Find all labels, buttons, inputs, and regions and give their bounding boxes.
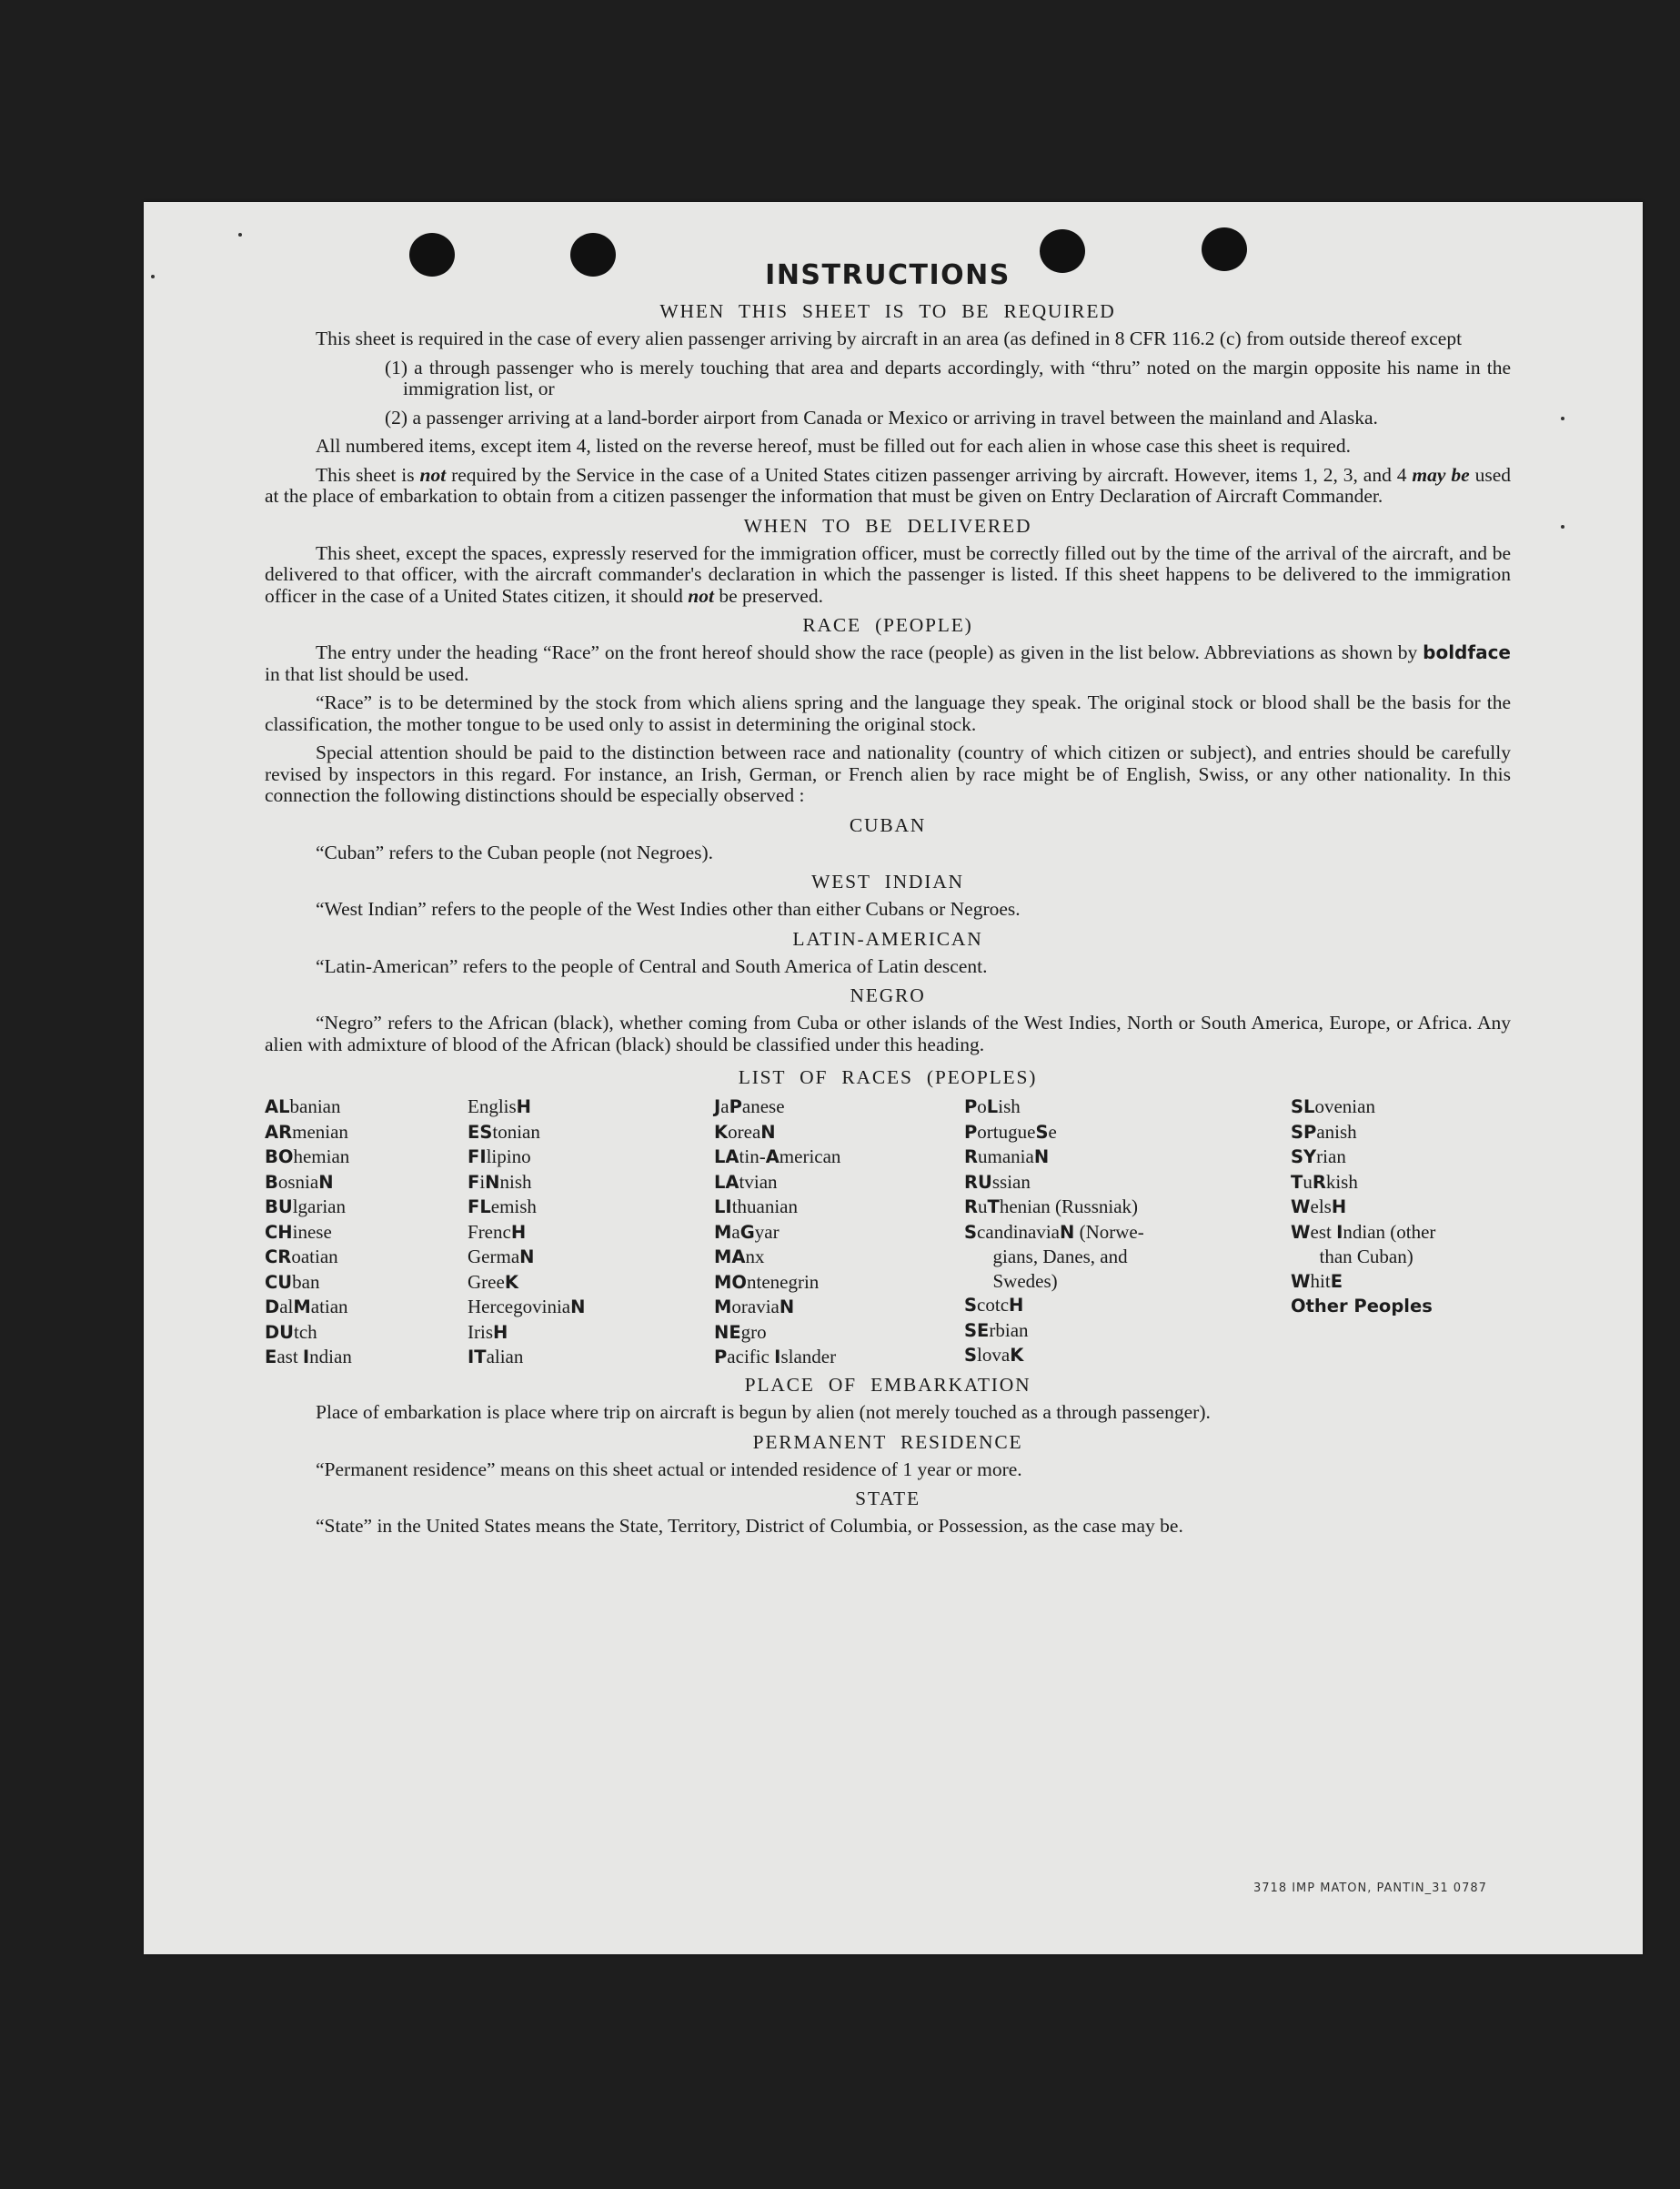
section-heading: RACE (PEOPLE) (802, 614, 973, 636)
race-entry: ARmenian (265, 1120, 348, 1143)
race-entry: CRoatian (265, 1246, 338, 1267)
race-entry: FiNnish (468, 1170, 532, 1193)
section-heading: PERMANENT RESIDENCE (752, 1430, 1023, 1453)
race-column (714, 1094, 840, 1370)
race-column (1291, 1094, 1435, 1319)
race-entry: Pacific Islander (714, 1346, 837, 1367)
section-heading: NEGRO (850, 984, 926, 1006)
race-entry: Other Peoples (1291, 1296, 1433, 1316)
race-entry: WhitE (1291, 1269, 1343, 1292)
paragraph: “Negro” refers to the African (black), whether coming from Cuba or other islands of the West Indies, North or South America, Europe, or Africa. Any alien with admixture of blood of the African (black) should be classified under this heading. (265, 1012, 1511, 1055)
race-entry: gians, Danes, and (964, 1246, 1128, 1267)
paragraph: This sheet, except the spaces, expressly reserved for the immigration officer, must be correctly filled out by the time of the arrival of the aircraft, and be delivered to that officer, with the aircraft commander's declaration in which the passenger is listed. If this sheet happens to be delivered to the immigration officer in the case of a United States citizen, it should not be preserved. (265, 541, 1511, 607)
race-entry: East Indian (265, 1346, 352, 1367)
race-entry: MOntenegrin (714, 1270, 820, 1293)
race-entry: ITalian (468, 1346, 524, 1367)
race-entry: PoLish (964, 1095, 1021, 1117)
paragraph: This sheet is not required by the Service in the case of a United States citizen passenger arriving by aircraft. However, items 1, 2, 3, and 4 may be used at the place of embarkation to obtain from a citizen passenger the information that must be given on Entry Declaration of Aircraft Commander. (265, 463, 1511, 507)
paragraph: “Latin-American” refers to the people of Central and South America of Latin descent. (316, 954, 988, 977)
race-list (265, 1094, 1511, 1367)
race-entry: FrencH (468, 1220, 527, 1243)
race-entry: EStonian (468, 1120, 540, 1143)
race-entry: GreeK (468, 1270, 518, 1293)
race-entry: NEgro (714, 1320, 767, 1343)
section-heading: CUBAN (849, 813, 927, 836)
race-entry: BUlgarian (265, 1195, 347, 1217)
race-entry: HercegoviniaN (468, 1296, 586, 1317)
race-entry: ALbanian (265, 1095, 341, 1117)
race-entry: BosniaN (265, 1170, 334, 1193)
race-entry: MAnx (714, 1246, 765, 1267)
race-entry: KoreaN (714, 1120, 776, 1143)
paper-speck (1561, 417, 1564, 420)
race-entry: SPanish (1291, 1120, 1357, 1143)
document-sheet (144, 202, 1643, 1954)
race-column (964, 1094, 1144, 1368)
race-entry: EnglisH (468, 1095, 531, 1117)
race-column (265, 1094, 352, 1370)
list-item: (2) a passenger arriving at a land-border airport from Canada or Mexico or arriving in travel between the mainland and Alaska. (385, 406, 1378, 429)
instructions-content (265, 260, 1511, 1545)
paragraph: “West Indian” refers to the people of the West Indies other than either Cubans or Negroes. (316, 898, 1021, 920)
race-entry: WelsH (1291, 1195, 1347, 1217)
race-entry: ScandinaviaN (Norwe- (964, 1220, 1144, 1243)
race-entry: FLemish (468, 1195, 537, 1217)
race-entry: SErbian (964, 1318, 1029, 1341)
race-entry: FIlipino (468, 1145, 531, 1167)
race-entry: MoraviaN (714, 1296, 795, 1317)
race-entry: MaGyar (714, 1220, 780, 1243)
paper-speck (151, 275, 155, 278)
list-item: (1) a through passenger who is merely touching that area and departs accordingly, with “thru” noted on the margin opposite his name in the immigration list, or (385, 356, 1511, 399)
section-heading: WHEN TO BE DELIVERED (743, 514, 1032, 537)
paragraph: Place of embarkation is place where trip on aircraft is begun by alien (not merely touched as a through passenger). (316, 1401, 1211, 1423)
race-entry: GermaN (468, 1246, 535, 1267)
race-entry: SlovaK (964, 1344, 1024, 1366)
race-entry: RUssian (964, 1170, 1031, 1193)
race-entry: SYrian (1291, 1145, 1346, 1167)
race-entry: TuRkish (1291, 1170, 1358, 1193)
paragraph: “Cuban” refers to the Cuban people (not Negroes). (316, 841, 714, 863)
section-heading: STATE (855, 1488, 920, 1509)
paragraph: “Race” is to be determined by the stock from which aliens spring and the language they speak. The original stock or blood shall be the basis for the classification, the mother tongue to be used only to assist in determining the original stock. (265, 691, 1511, 735)
paragraph: This sheet is required in the case of every alien passenger arriving by aircraft in an area (as defined in 8 CFR 116.2 (c) from outside thereof except (316, 328, 1463, 349)
race-entry: CHinese (265, 1220, 332, 1243)
race-entry: RuThenian (Russniak) (964, 1195, 1139, 1217)
paragraph: “State” in the United States means the State, Territory, District of Columbia, or Possession, as the case may be. (316, 1515, 1183, 1537)
section-heading: LIST OF RACES (PEOPLES) (738, 1066, 1038, 1088)
race-entry: SLovenian (1291, 1095, 1375, 1117)
race-column (468, 1094, 585, 1370)
race-entry: than Cuban) (1291, 1246, 1413, 1267)
race-entry: IrisH (468, 1320, 508, 1343)
section-heading: PLACE OF EMBARKATION (744, 1374, 1031, 1396)
paragraph: All numbered items, except item 4, listed on the reverse hereof, must be filled out for each alien in whose case this sheet is required. (316, 435, 1351, 457)
race-entry: LAtvian (714, 1170, 778, 1193)
section-heading: WHEN THIS SHEET IS TO BE REQUIRED (659, 300, 1116, 322)
race-entry: ScotcH (964, 1294, 1024, 1316)
race-entry: CUban (265, 1270, 320, 1293)
paper-speck (1561, 525, 1564, 529)
paper-speck (238, 233, 242, 237)
race-entry: LAtin-American (714, 1145, 841, 1167)
race-entry: Swedes) (964, 1269, 1058, 1292)
section-heading: WEST INDIAN (811, 871, 964, 893)
paragraph: The entry under the heading “Race” on the front hereof should show the race (people) as given in the list below. Abbreviations as shown by boldface in that list should be used. (265, 641, 1511, 685)
paragraph: Special attention should be paid to the distinction between race and nationality (country of which citizen or subject), and entries should be carefully revised by inspectors in this regard. For instance, an Irish, German, or French alien by race might be of English, Swiss, or any other nationality. In this connection the following distinctions should be especially observed : (265, 741, 1511, 806)
race-entry: BOhemian (265, 1145, 350, 1167)
race-entry: LIthuanian (714, 1195, 798, 1217)
race-entry: West Indian (other (1291, 1220, 1436, 1243)
race-entry: RumaniaN (964, 1145, 1050, 1167)
race-entry: JaPanese (714, 1095, 785, 1117)
race-entry: PortugueSe (964, 1120, 1057, 1143)
printer-imprint: 3718 IMP MATON, PANTIN_31 0787 (1253, 1881, 1487, 1895)
race-entry: DalMatian (265, 1296, 348, 1317)
section-heading: LATIN-AMERICAN (792, 927, 983, 950)
paragraph: “Permanent residence” means on this sheet actual or intended residence of 1 year or more. (316, 1458, 1022, 1480)
page-title: INSTRUCTIONS (765, 259, 1011, 291)
race-entry: DUtch (265, 1320, 317, 1343)
